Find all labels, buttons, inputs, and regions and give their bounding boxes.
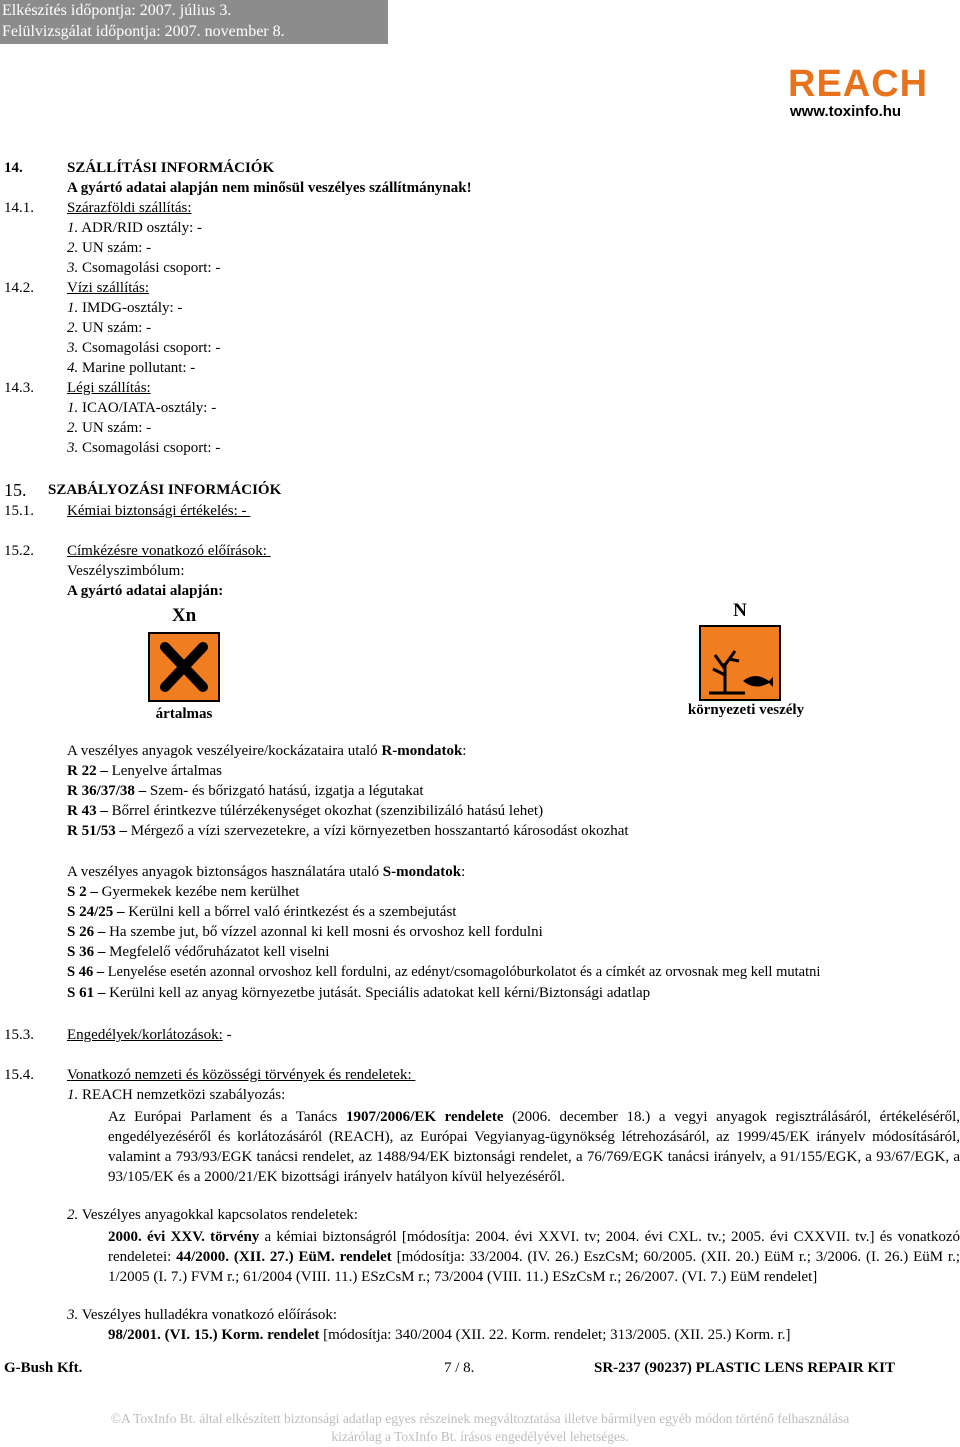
environment-hazard-icon <box>699 625 781 701</box>
section-14-title: SZÁLLÍTÁSI INFORMÁCIÓK <box>67 160 275 176</box>
r-phrase: R 51/53 – Mérgező a vízi szervezetekre, a vízi környezetben hosszantartó károsodást okozhat <box>67 823 629 839</box>
list-item: 3. Veszélyes hulladékra vonatkozó előírások: <box>67 1307 338 1323</box>
list-item: 1. ADR/RID osztály: - <box>67 220 203 236</box>
section-14-1-number: 14.1. <box>4 200 34 216</box>
reach-regulation-paragraph: Az Európai Parlament és a Tanács 1907/2006/EK rendelete (2006. december 18.) a vegyi anyagok regisztrálásáról, értékeléséről, engedélyezéséről és korlátozásáról (REACH), az Európai Vegyianyag-ügynökség létrehozásáról, az 1999/45/EK irányelv módosításáról, valamint a 793/93/EGK tanácsi rendelet, az 1488/94/EK biztonsági rendelet, a 76/769/EGK tanácsi irányelv, a 91/155/EGK, a 93/67/EGK, a 93/105/EK és a 2000/21/EK bizottsági irányelv hatályon kívül helyezéséről. <box>108 1109 960 1185</box>
pictogram-xn <box>148 605 220 727</box>
section-15-number: 15. <box>4 480 27 500</box>
list-item: 3. Csomagolási csoport: - <box>67 340 221 356</box>
footer-page-number: 7 / 8. <box>444 1360 475 1376</box>
section-15-3-number: 15.3. <box>4 1027 34 1043</box>
header-bar <box>0 0 388 44</box>
section-15-2-number: 15.2. <box>4 543 34 559</box>
section-14-3-number: 14.3. <box>4 380 34 396</box>
section-15-1-number: 15.1. <box>4 503 34 519</box>
copyright-line-1: ©A ToxInfo Bt. által elkészített biztonsági adatlap egyes részeinek megváltoztatása illetve bármilyen egyéb módon történő felhasználása <box>110 1411 850 1426</box>
s-phrase: S 46 – Lenyelése esetén azonnal orvoshoz kell fordulni, az edényt/csomagolóburkolatot és a címkét az orvosnak meg kell mutatni <box>67 964 821 980</box>
section-15-3-line: Engedélyek/korlátozások: - <box>67 1027 232 1043</box>
logo-text: REACH <box>788 63 929 105</box>
section-15-4-title: Vonatkozó nemzeti és közösségi törvények és rendeletek: <box>67 1067 416 1083</box>
section-14-note: A gyártó adatai alapján nem minősül veszélyes szállítmánynak! <box>67 180 472 196</box>
s-phrase: S 26 – Ha szembe jut, bő vízzel azonnal ki kell mosni és orvoshoz kell fordulni <box>67 924 543 940</box>
r-phrase: R 22 – Lenyelve ártalmas <box>67 763 222 779</box>
list-item: 3. Csomagolási csoport: - <box>67 260 221 276</box>
list-item: 2. Veszélyes anyagokkal kapcsolatos rendeletek: <box>67 1207 358 1223</box>
harmful-icon <box>148 632 220 702</box>
section-15-4-number: 15.4. <box>4 1067 34 1083</box>
list-item: 1. IMDG-osztály: - <box>67 300 183 316</box>
list-item: 2. UN szám: - <box>67 240 152 256</box>
section-15-1-title: Kémiai biztonsági értékelés: - <box>67 503 251 519</box>
list-item: 4. Marine pollutant: - <box>67 360 196 376</box>
section-14-number: 14. <box>4 160 23 176</box>
section-15-title: SZABÁLYOZÁSI INFORMÁCIÓK <box>48 482 282 498</box>
chemical-law-paragraph: 2000. évi XXV. törvény a kémiai biztonságról [módosítja: 2004. évi XXVI. tv; 2004. évi CXL. tv.; 2005. évi CXXVII. tv.] és vonatkozó rendeletei: 44/2000. (XII. 27.) EüM. rendelet [módosítja: 33/2004. (IV. 26.) EszCsM; 60/2005. (XII. 20.) EüM r.; 3/2006. (I. 26.) EüM r.; 1/2005 (I. 7.) FVM r.; 61/2004 (VIII. 11.) ESzCsM r.; 73/2004 (VIII. 11.) ESzCsM r.; 26/2007. (VI. 7.) EüM rendelet] <box>108 1229 960 1285</box>
pictogram-code: Xn <box>171 605 197 626</box>
pictogram-code: N <box>733 600 747 621</box>
list-item: 2. UN szám: - <box>67 420 152 436</box>
pictogram-caption: ártalmas <box>155 706 213 722</box>
list-item: 3. Csomagolási csoport: - <box>67 440 221 456</box>
pictogram-caption: környezeti veszély <box>687 702 805 718</box>
manufacturer-label: A gyártó adatai alapján: <box>67 583 224 599</box>
list-item: 1. REACH nemzetközi szabályozás: <box>67 1087 286 1103</box>
symbol-label: Veszélyszimbólum: <box>67 563 185 579</box>
created-date: Elkészítés időpontja: 2007. július 3. <box>2 2 232 19</box>
section-14-2-title: Vízi szállítás: <box>67 280 150 296</box>
r-phrase: R 43 – Bőrrel érintkezve túlérzékenységet okozhat (szenzibilizáló hatású lehet) <box>67 803 544 819</box>
s-phrase: S 61 – Kerülni kell az anyag környezetbe jutását. Speciális adatokat kell kérni/Biztonsági adatlap <box>67 985 651 1001</box>
footer-product: SR-237 (90237) PLASTIC LENS REPAIR KIT <box>594 1360 896 1376</box>
waste-regulation-line: 98/2001. (VI. 15.) Korm. rendelet [módosítja: 340/2004 (XII. 22. Korm. rendelet; 313/2005. (XII. 25.) Korm. r.] <box>108 1327 791 1343</box>
copyright-line-2: kizárólag a ToxInfo Bt. írásos engedélyével lehetséges. <box>331 1429 629 1444</box>
r-phrase: R 36/37/38 – Szem- és bőrizgató hatású, izgatja a légutakat <box>67 783 424 799</box>
section-14-2-number: 14.2. <box>4 280 34 296</box>
s-phrase: S 36 – Megfelelő védőruházatot kell viselni <box>67 944 330 960</box>
s-phrase: S 24/25 – Kerülni kell a bőrrel való érintkezést és a szembejutást <box>67 904 457 920</box>
r-phrases-intro: A veszélyes anyagok veszélyeire/kockázataira utaló R-mondatok: <box>67 743 467 759</box>
section-15-2-title: Címkézésre vonatkozó előírások: <box>67 543 271 559</box>
reach-logo <box>788 64 936 124</box>
pictogram-n <box>675 600 817 725</box>
logo-url: www.toxinfo.hu <box>790 103 902 120</box>
revised-date: Felülvizsgálat időpontja: 2007. november 8. <box>2 23 285 40</box>
list-item: 1. ICAO/IATA-osztály: - <box>67 400 217 416</box>
footer-company: G-Bush Kft. <box>4 1360 83 1376</box>
s-phrases-intro: A veszélyes anyagok biztonságos használatára utaló S-mondatok: <box>67 864 466 880</box>
section-14-1-title: Szárazföldi szállítás: <box>67 200 192 216</box>
section-14-3-title: Légi szállítás: <box>67 380 151 396</box>
s-phrase: S 2 – Gyermekek kezébe nem kerülhet <box>67 884 300 900</box>
list-item: 2. UN szám: - <box>67 320 152 336</box>
